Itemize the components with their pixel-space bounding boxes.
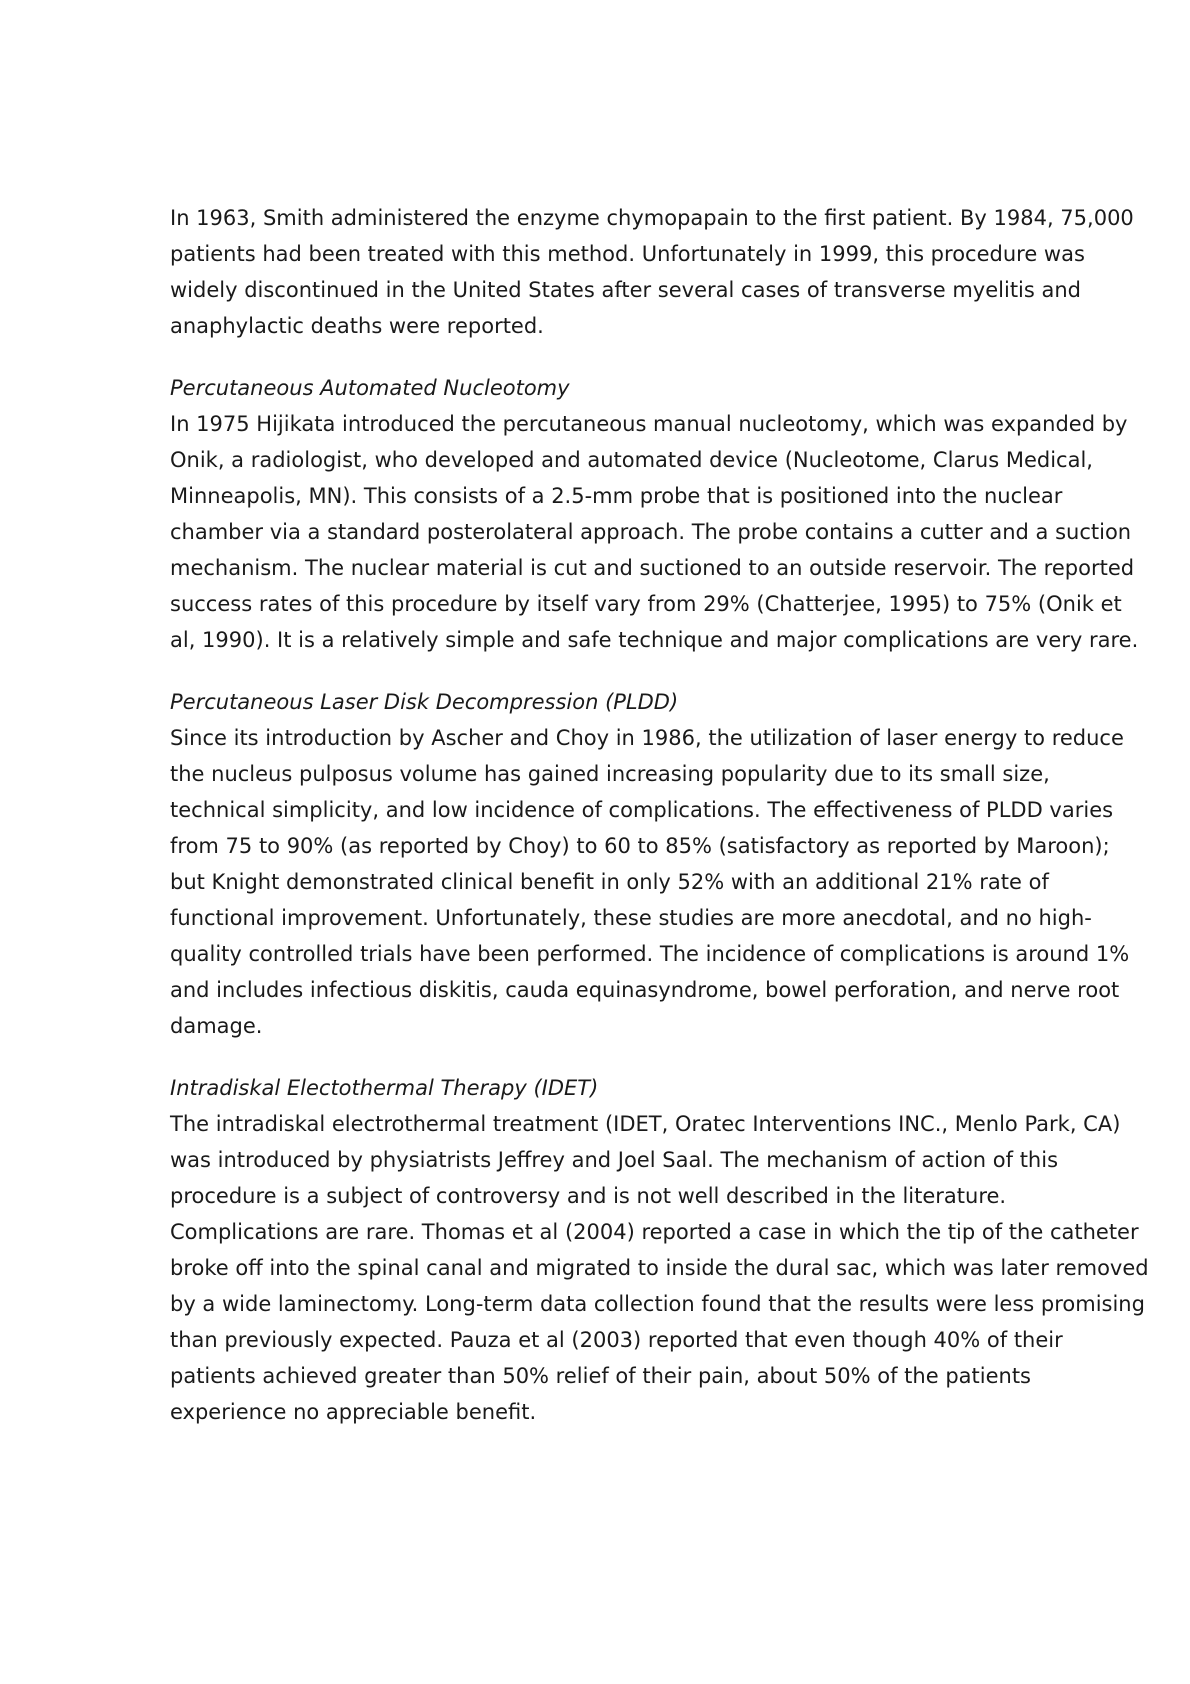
section-pldd (170, 684, 1150, 1044)
section-body: The intradiskal electrothermal treatment (IDET, Oratec Interventions INC., Menlo Park, CA) was introduced by physiatrists Jeffrey and Joel Saal. The mechanism of action of this procedure is a subject of controversy and is not well described in the literature. Complications are rare. Thomas et al (2004) reported a case in which the tip of the catheter broke off into the spinal canal and migrated to inside the dural sac, which was later removed by a wide laminectomy. Long-term data collection found that the results were less promising than previously expected. Pauza et al (2003) reported that even though 40% of their patients achieved greater than 50% relief of their pain, about 50% of the patients experience no appreciable benefit. (170, 1112, 1149, 1424)
section-title: Intradiskal Electothermal Therapy (IDET) (170, 1076, 599, 1100)
document-page (170, 200, 1150, 1430)
intro-paragraph: In 1963, Smith administered the enzyme chymopapain to the first patient. By 1984, 75,000 patients had been treated with this method. Unfortunately in 1999, this procedure was widely discontinued in the United States after several cases of transverse myelitis and anaphylactic deaths were reported. (170, 206, 1134, 338)
section-title: Percutaneous Automated Nucleotomy (170, 376, 570, 400)
section-nucleotomy (170, 370, 1150, 658)
section-body: Since its introduction by Ascher and Choy in 1986, the utilization of laser energy to reduce the nucleus pulposus volume has gained increasing popularity due to its small size, technical simplicity, and low incidence of complications. The effectiveness of PLDD varies from 75 to 90% (as reported by Choy) to 60 to 85% (satisfactory as reported by Maroon); but Knight demonstrated clinical benefit in only 52% with an additional 21% rate of functional improvement. Unfortunately, these studies are more anecdotal, and no high-quality controlled trials have been performed. The incidence of complications is around 1% and includes infectious diskitis, cauda equinasyndrome, bowel perforation, and nerve root damage. (170, 726, 1130, 1038)
section-body: In 1975 Hijikata introduced the percutaneous manual nucleotomy, which was expanded by Onik, a radiologist, who developed and automated device (Nucleotome, Clarus Medical, Minneapolis, MN). This consists of a 2.5-mm probe that is positioned into the nuclear chamber via a standard posterolateral approach. The probe contains a cutter and a suction mechanism. The nuclear material is cut and suctioned to an outside reservoir. The reported success rates of this procedure by itself vary from 29% (Chatterjee, 1995) to 75% (Onik et al, 1990). It is a relatively simple and safe technique and major complications are very rare. (170, 412, 1139, 652)
section-idet (170, 1070, 1150, 1430)
section-title: Percutaneous Laser Disk Decompression (PLDD) (170, 690, 679, 714)
